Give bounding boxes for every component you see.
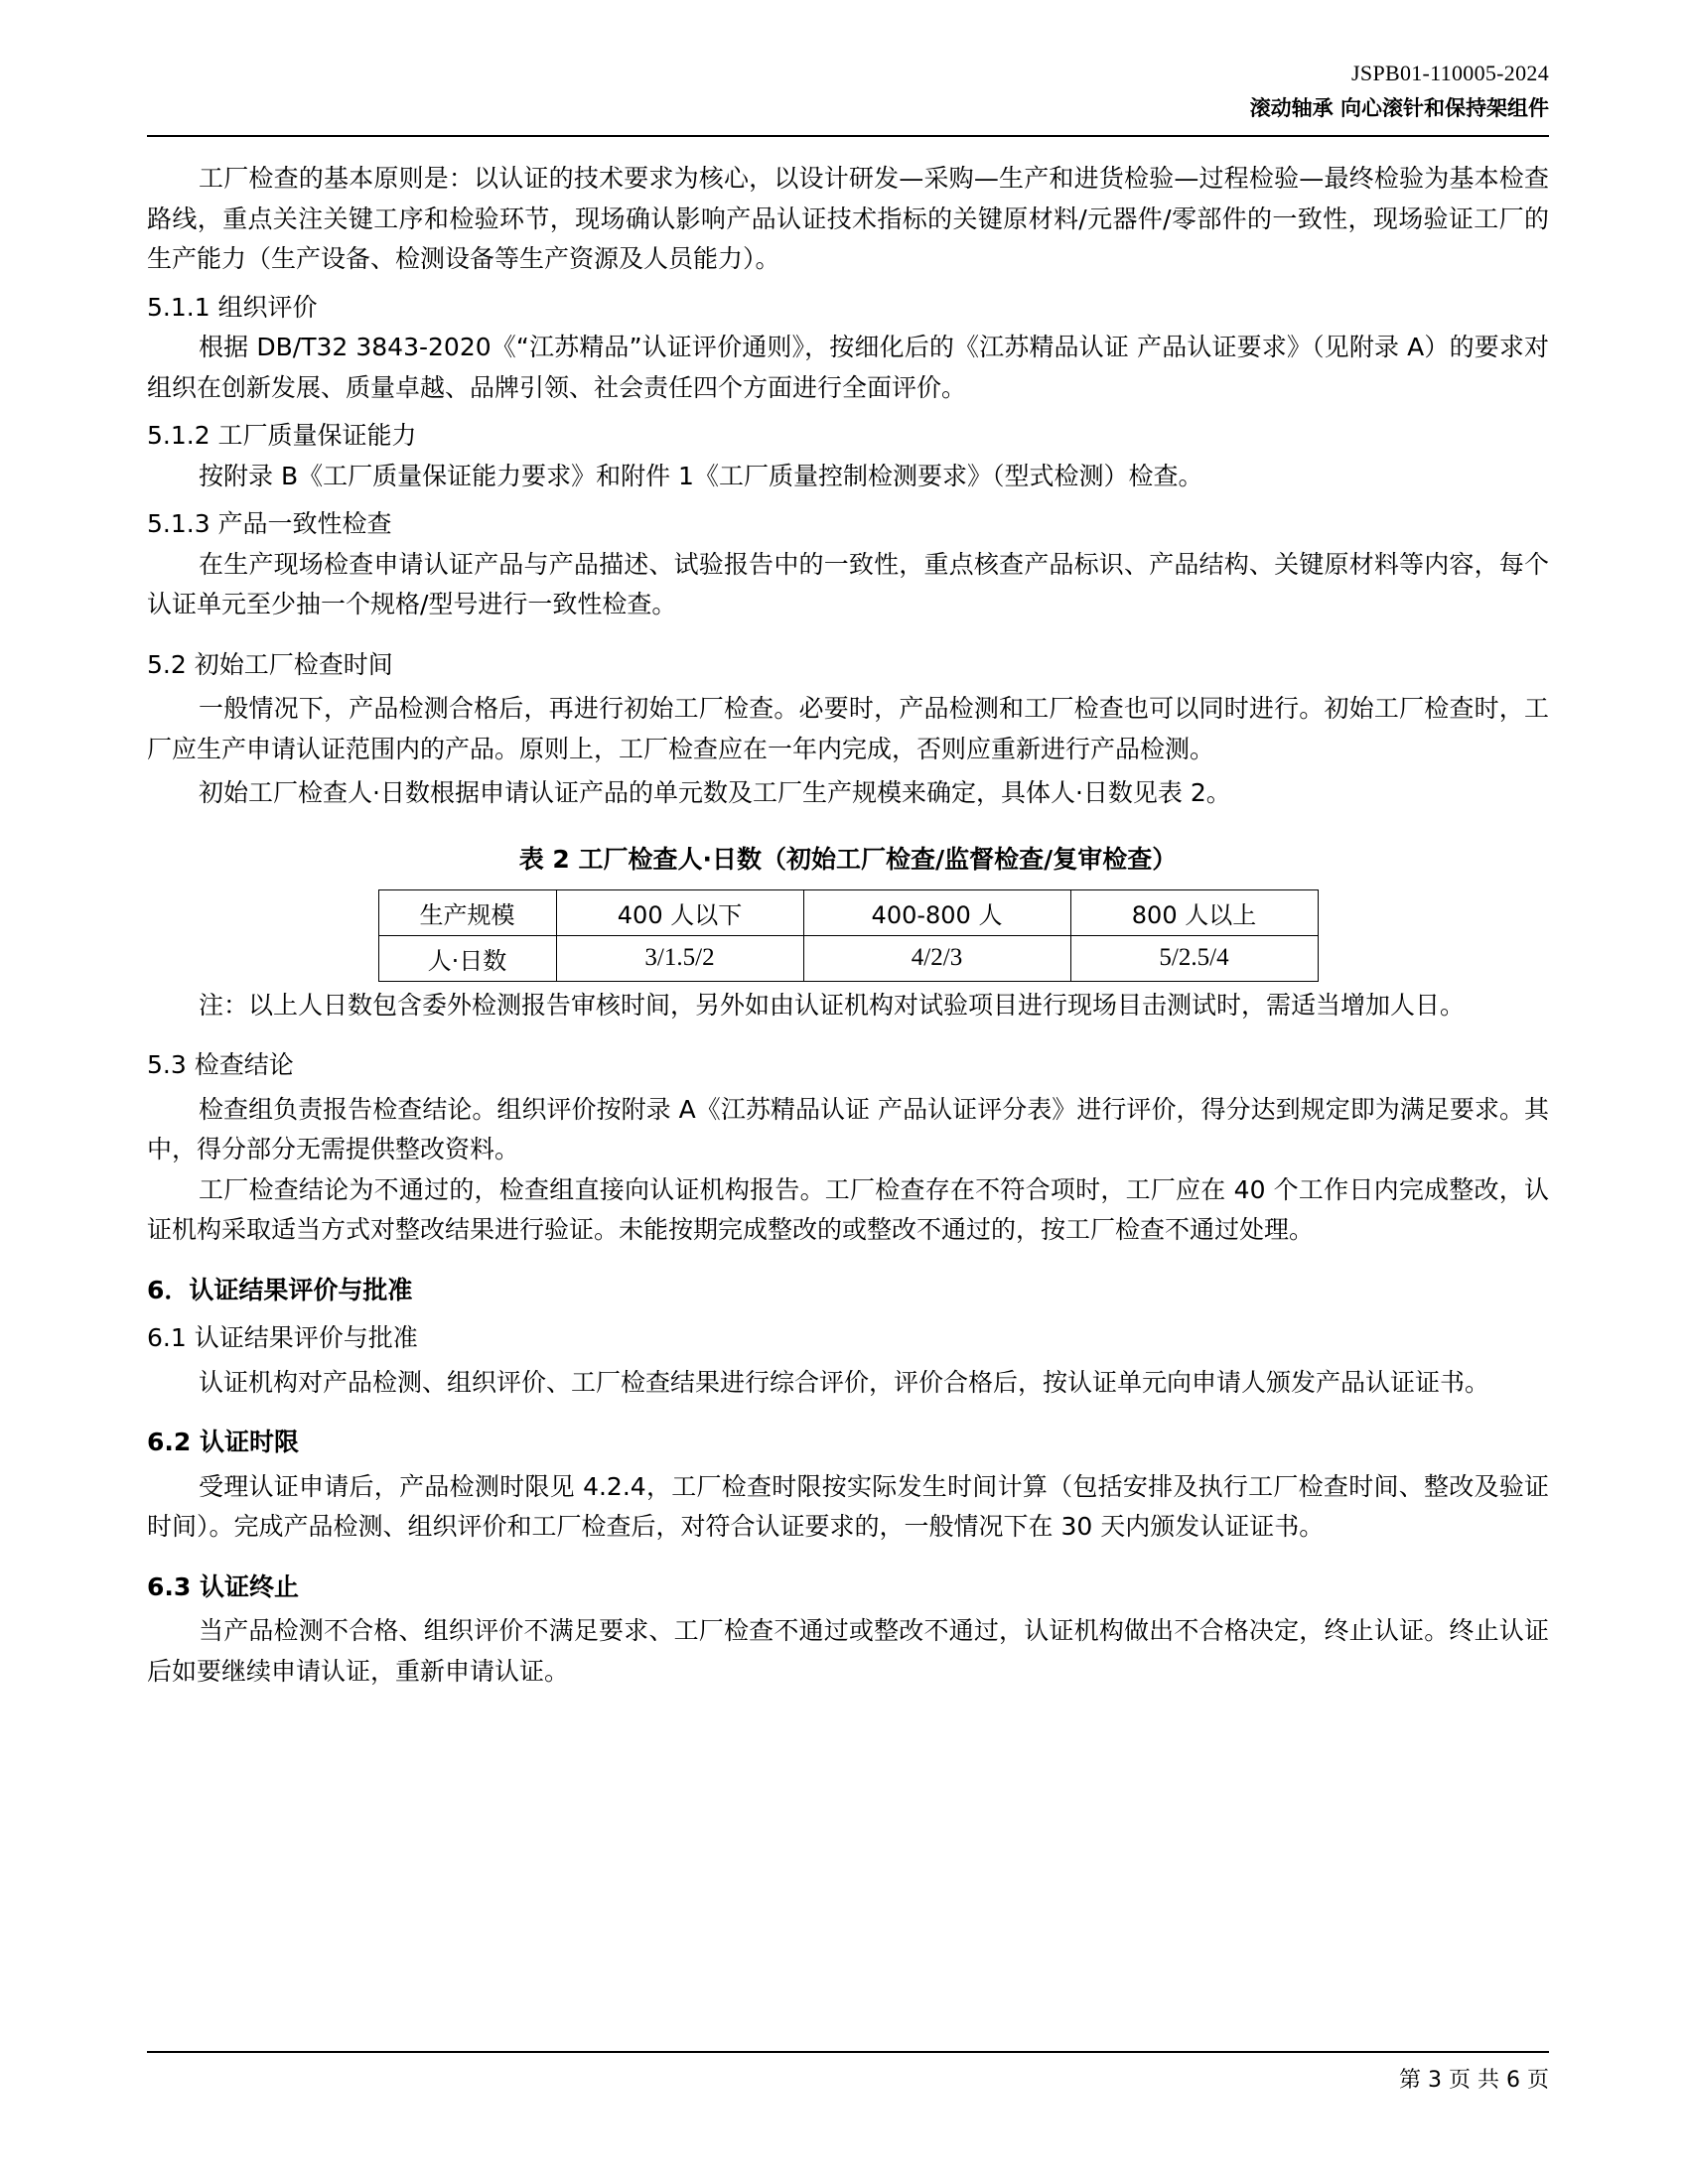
table-cell-scale-under400: 400 人以下 (556, 889, 803, 935)
heading-5-1-2: 5.1.2 工厂质量保证能力 (147, 421, 417, 451)
document-code: JSPB01-110005-2024 (1351, 61, 1549, 85)
paragraph-5-1-2: 按附录 B《工厂质量保证能力要求》和附件 1《工厂质量控制检测要求》（型式检测）检查。 (199, 461, 1203, 490)
document-title: 滚动轴承 向心滚针和保持架组件 (1249, 95, 1549, 120)
table-cell-mandays-400-800: 4/2/3 (803, 935, 1070, 981)
paragraph-5-3-b: 工厂检查结论为不通过的，检查组直接向认证机构报告。工厂检查存在不符合项时，工厂应在 40 个工作日内完成整改，认证机构采取适当方式对整改结果进行验证。未能按期完成整改的或整改不通过的，按工厂检查不通过处理。 (147, 1174, 1549, 1245)
paragraph-5-3-a: 检查组负责报告检查结论。组织评价按附录 A《江苏精品认证 产品认证评分表》进行评价，得分达到规定即为满足要求。其中，得分部分无需提供整改资料。 (147, 1094, 1549, 1164)
table-cell-mandays-label: 人·日数 (378, 935, 556, 981)
paragraph-5-2-b: 初始工厂检查人·日数根据申请认证产品的单元数及工厂生产规模来确定，具体人·日数见表 2。 (199, 778, 1231, 808)
table-cell-mandays-under400: 3/1.5/2 (556, 935, 803, 981)
paragraph-6-3: 当产品检测不合格、组织评价不满足要求、工厂检查不通过或整改不通过，认证机构做出不合格决定，终止认证。终止认证后如要继续申请认证，重新申请认证。 (147, 1616, 1549, 1686)
table-cell-mandays-over800: 5/2.5/4 (1070, 935, 1318, 981)
table-cell-scale-400-800: 400-800 人 (803, 889, 1070, 935)
paragraph-6-2: 受理认证申请后，产品检测时限见 4.2.4，工厂检查时限按实际发生时间计算（包括安排及执行工厂检查时间、整改及验证时间）。完成产品检测、组织评价和工厂检查后，对符合认证要求的，一般情况下在 30 天内颁发认证证书。 (147, 1471, 1549, 1542)
page-footer: 第 3 页 共 6 页 (1399, 2068, 1549, 2093)
page-content (147, 58, 1549, 1692)
footer-divider (147, 2051, 1549, 2053)
heading-5-1-1: 5.1.1 组织评价 (147, 292, 318, 322)
table-2-title: 表 2 工厂检查人·日数（初始工厂检查/监督检查/复审检查） (518, 844, 1178, 874)
inspection-mandays-table (378, 889, 1319, 982)
heading-5-2: 5.2 初始工厂检查时间 (147, 649, 393, 679)
paragraph-intro: 工厂检查的基本原则是：以认证的技术要求为核心，以设计研发—采购—生产和进货检验—过程检验—最终检验为基本检查路线，重点关注关键工序和检验环节，现场确认影响产品认证技术指标的关键原材料/元器件/零部件的一致性，现场验证工厂的生产能力（生产设备、检测设备等生产资源及人员能力）。 (147, 164, 1549, 274)
document-body (147, 159, 1549, 1692)
paragraph-table-note: 注：以上人日数包含委外检测报告审核时间，另外如由认证机构对试验项目进行现场目击测试时，需适当增加人日。 (199, 990, 1466, 1020)
heading-6: 6．认证结果评价与批准 (147, 1275, 413, 1304)
paragraph-6-1: 认证机构对产品检测、组织评价、工厂检查结果进行综合评价，评价合格后，按认证单元向申请人颁发产品认证证书。 (199, 1367, 1490, 1397)
header-divider (147, 135, 1549, 137)
page-header (147, 58, 1549, 137)
table-row (378, 889, 1318, 935)
table-cell-scale-label: 生产规模 (378, 889, 556, 935)
table-cell-scale-over800: 800 人以上 (1070, 889, 1318, 935)
heading-5-1-3: 5.1.3 产品一致性检查 (147, 509, 392, 539)
paragraph-5-1-3: 在生产现场检查申请认证产品与产品描述、试验报告中的一致性，重点核查产品标识、产品结构、关键原材料等内容，每个认证单元至少抽一个规格/型号进行一致性检查。 (147, 549, 1549, 619)
heading-5-3: 5.3 检查结论 (147, 1050, 294, 1080)
table-row (378, 935, 1318, 981)
paragraph-5-1-1: 根据 DB/T32 3843-2020《“江苏精品”认证评价通则》，按细化后的《江苏精品认证 产品认证要求》（见附录 A）的要求对组织在创新发展、质量卓越、品牌引领、社会责任四个方面进行全面评价。 (147, 333, 1549, 402)
heading-6-2: 6.2 认证时限 (147, 1428, 299, 1457)
heading-6-1: 6.1 认证结果评价与批准 (147, 1323, 418, 1353)
heading-6-3: 6.3 认证终止 (147, 1571, 299, 1601)
paragraph-5-2-a: 一般情况下，产品检测合格后，再进行初始工厂检查。必要时，产品检测和工厂检查也可以同时进行。初始工厂检查时，工厂应生产申请认证范围内的产品。原则上，工厂检查应在一年内完成，否则应重新进行产品检测。 (147, 694, 1549, 763)
